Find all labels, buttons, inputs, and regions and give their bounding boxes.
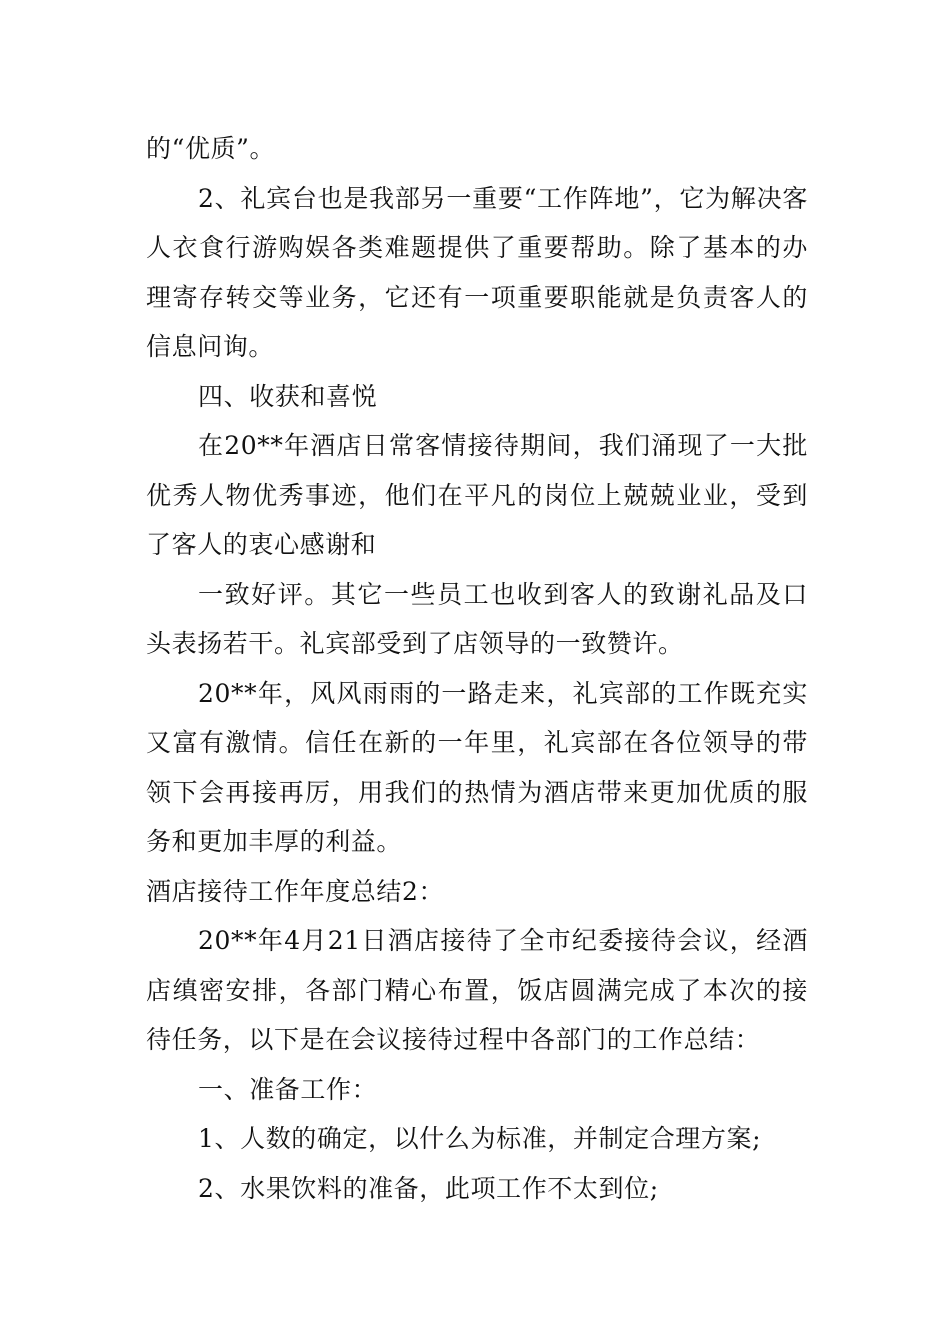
- paragraph-6: 20**年，风风雨雨的一路走来，礼宾部的工作既充实又富有激情。信任在新的一年里，礼宾部在各位领导的带领下会再接再厉，用我们的热情为酒店带来更加优质的服务和更加丰厚的利益。: [146, 678, 808, 856]
- list-item-2: 2、水果饮料的准备，此项工作不太到位;: [198, 1173, 659, 1203]
- paragraph-1: 的“优质”。: [146, 134, 276, 163]
- list-item-1: 1、人数的确定，以什么为标准，并制定合理方案;: [198, 1124, 762, 1153]
- section-heading-preparation: 一、准备工作：: [198, 1074, 378, 1104]
- document-body: [146, 124, 808, 1213]
- section-heading-harvest: 四、收获和喜悦: [198, 381, 378, 411]
- paragraph-5: 一致好评。其它一些员工也收到客人的致谢礼品及口头表扬若干。礼宾部受到了店领导的一致赞许。: [146, 579, 808, 658]
- paragraph-2: 2、礼宾台也是我部另一重要“工作阵地”，它为解决客人衣食行游购娱各类难题提供了重要帮助。除了基本的办理寄存转交等业务，它还有一项重要职能就是负责客人的信息问询。: [146, 183, 808, 361]
- paragraph-4: 在20**年酒店日常客情接待期间，我们涌现了一大批优秀人物优秀事迹，他们在平凡的岗位上兢兢业业，受到了客人的衷心感谢和: [146, 431, 808, 559]
- summary-2-title: 酒店接待工作年度总结2：: [146, 876, 445, 906]
- paragraph-8: 20**年4月21日酒店接待了全市纪委接待会议，经酒店缜密安排，各部门精心布置，饭店圆满完成了本次的接待任务，以下是在会议接待过程中各部门的工作总结：: [146, 926, 808, 1054]
